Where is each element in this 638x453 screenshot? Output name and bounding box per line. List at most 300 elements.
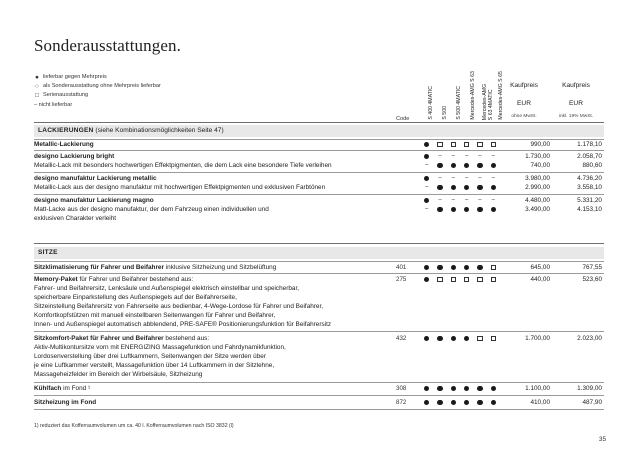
price-value: 4.153,10 (577, 206, 602, 213)
item-name: Sitzkomfort-Paket für Fahrer und Beifahrer (34, 335, 164, 342)
availability-marks (420, 275, 500, 284)
filled-circle-icon (451, 336, 457, 342)
item-detail: Metallic-Lack aus der designo manufaktur mit hochwertigen Effektpigmenten und exklusiven Farbtönen (34, 184, 326, 191)
row-description (34, 196, 394, 223)
availability-line (420, 196, 500, 205)
filled-circle-icon (424, 176, 430, 182)
item-name: designo manufaktur Lackierung metallic (34, 175, 157, 182)
price-value: 1.178,10 (577, 141, 602, 148)
availability-cell (433, 183, 446, 192)
filled-circle-icon (451, 400, 457, 406)
availability-cell (487, 275, 500, 284)
square-icon: □ (35, 92, 39, 100)
availability-cell (460, 398, 473, 407)
filled-circle-icon (437, 400, 443, 406)
availability-cell (433, 205, 446, 214)
table-row (34, 275, 604, 329)
code-column-header: Code (396, 116, 410, 122)
availability-line (420, 398, 500, 407)
price-value: 1.700,00 (525, 335, 550, 342)
filled-circle-icon (491, 207, 497, 213)
square-icon (437, 277, 443, 283)
page-title: Sonderausstattungen. (34, 36, 181, 55)
availability-cell (473, 174, 486, 183)
availability-line (420, 205, 500, 214)
dash-icon: – (438, 153, 442, 159)
section-header-lackierungen: LACKIERUNGEN (siehe Kombinationsmöglichkeiten Seite 47) (34, 125, 604, 137)
filled-circle-icon (424, 198, 430, 204)
item-detail: bestehend aus: (163, 335, 210, 342)
description-line (34, 174, 394, 183)
divider (34, 273, 604, 274)
square-icon (451, 142, 457, 148)
filled-circle-icon (491, 185, 497, 191)
price-value: 410,00 (530, 399, 550, 406)
dash-icon: – (424, 184, 429, 190)
dash-icon: – (424, 162, 429, 168)
availability-cell (487, 263, 500, 272)
description-line (34, 263, 394, 272)
description-line (34, 384, 394, 393)
description-line (34, 284, 394, 293)
model-header: S 400 4MATIC (428, 86, 434, 120)
availability-marks (420, 174, 500, 192)
availability-cell (487, 398, 500, 407)
filled-circle-icon (437, 386, 443, 392)
dash-icon: – (478, 153, 482, 159)
item-detail: Massageheizfelder im Bereich der Wirbelsäule, Sitzheizung (34, 371, 203, 378)
model-header: Mercedes-AMG S 63 (470, 71, 476, 120)
square-icon (491, 265, 497, 271)
description-line (34, 293, 394, 302)
availability-marks (420, 398, 500, 407)
model-header: S 500 (442, 106, 448, 120)
section-header-sitze: SITZE (34, 247, 604, 259)
availability-cell (473, 334, 486, 343)
availability-cell (473, 183, 486, 192)
availability-cell (487, 161, 500, 170)
row-description (34, 263, 394, 272)
availability-marks (420, 384, 500, 393)
item-name: designo Lackierung bright (34, 153, 115, 160)
availability-cell (447, 205, 460, 214)
availability-cell (487, 334, 500, 343)
price-gross (554, 140, 602, 149)
description-line (34, 205, 394, 214)
filled-circle-icon (451, 163, 457, 169)
price-net (502, 174, 550, 192)
filled-circle-icon (424, 336, 430, 342)
price-gross (554, 275, 602, 284)
description-line (34, 196, 394, 205)
price-value: 2.023,00 (577, 335, 602, 342)
column-headers (396, 58, 604, 122)
description-line (34, 343, 394, 352)
row-description (34, 334, 394, 379)
availability-cell (460, 334, 473, 343)
dash-icon: – (478, 175, 482, 181)
item-detail: Fahrer- und Beifahrersitz, Lenksäule und Außenspiegel elektrisch einstellbar und speicherbar, (34, 285, 300, 292)
divider (34, 395, 604, 396)
availability-cell (473, 263, 486, 272)
availability-line (420, 152, 500, 161)
availability-cell (433, 140, 446, 149)
price-value: 3.980,00 (525, 175, 550, 182)
description-line (34, 275, 394, 284)
item-detail: im Fond ¹ (61, 385, 91, 392)
filled-circle-icon (437, 163, 443, 169)
availability-cell (487, 174, 500, 183)
availability-cell (460, 205, 473, 214)
filled-circle-icon (477, 386, 483, 392)
availability-cell (433, 275, 446, 284)
vat-note: inkl. 19% MwSt. (558, 114, 594, 119)
availability-cell (487, 384, 500, 393)
item-detail: inklusive Sitzheizung und Sitzbelüftung (163, 264, 277, 271)
option-code: 275 (396, 276, 407, 283)
divider (34, 150, 604, 151)
price-value: 487,90 (582, 399, 602, 406)
filled-circle-icon (477, 265, 483, 271)
availability-cell (487, 205, 500, 214)
availability-line (420, 161, 500, 170)
row-description (34, 140, 394, 149)
price-net (502, 263, 550, 272)
availability-marks (420, 152, 500, 170)
price-net (502, 398, 550, 407)
row-description (34, 152, 394, 170)
dash-icon: – (438, 197, 442, 203)
availability-cell (420, 384, 433, 393)
description-line (34, 140, 394, 149)
price-value: 3.558,10 (577, 184, 602, 191)
availability-cell (460, 152, 473, 161)
item-detail: exklusiven Charakter verleiht (34, 215, 117, 222)
price-value: 1.100,00 (525, 385, 550, 392)
model-header: Mercedes-AMG S 63 4MATIC (482, 83, 494, 120)
filled-circle-icon (464, 207, 470, 213)
availability-cell (433, 398, 446, 407)
price-value: 645,00 (530, 264, 550, 271)
row-description (34, 384, 394, 393)
divider (34, 194, 604, 195)
filled-circle-icon (437, 185, 443, 191)
item-detail: speicherbare Einparkstellung des Außenspiegels auf der Beifahrerseite, (34, 294, 237, 301)
item-name: Metallic-Lackierung (34, 141, 94, 148)
divider (34, 122, 604, 123)
item-name: Sitzheizung im Fond (34, 399, 97, 406)
price-gross (554, 174, 602, 192)
table-row (34, 140, 604, 149)
divider (34, 172, 604, 173)
item-detail: Aktiv-Multikontursitze vorn mit ENERGIZING Massagefunktion und Fahrdynamikfunktion, (34, 344, 286, 351)
description-line (34, 334, 394, 343)
square-icon (464, 277, 470, 283)
availability-cell (420, 140, 433, 149)
vat-note: ohne MwSt. (511, 114, 537, 119)
description-line (34, 361, 394, 370)
open-circle-icon: ○ (35, 83, 39, 91)
availability-cell (473, 398, 486, 407)
price-value: 1.309,00 (577, 385, 602, 392)
availability-cell (473, 275, 486, 284)
availability-cell (473, 140, 486, 149)
description-line (34, 302, 394, 311)
availability-cell (473, 152, 486, 161)
availability-marks (420, 140, 500, 149)
divider (34, 331, 604, 332)
availability-cell (473, 205, 486, 214)
price-net (502, 275, 550, 284)
availability-cell (460, 174, 473, 183)
filled-circle-icon (477, 400, 483, 406)
item-detail: Komfortkopfstützen mit manuell einstellbaren Seitenwangen für Fahrer und Beifahrer, (34, 312, 276, 319)
availability-marks (420, 263, 500, 272)
availability-cell (433, 161, 446, 170)
availability-cell (420, 174, 433, 183)
square-icon (451, 277, 457, 283)
description-line (34, 352, 394, 361)
description-line (34, 311, 394, 320)
availability-cell (460, 263, 473, 272)
availability-line (420, 263, 500, 272)
availability-cell (447, 196, 460, 205)
dash-icon: – (438, 175, 442, 181)
availability-cell (460, 140, 473, 149)
price-gross (554, 196, 602, 214)
availability-cell (420, 196, 433, 205)
price-gross (554, 398, 602, 407)
row-description (34, 275, 394, 329)
dash-icon: – (464, 153, 469, 159)
filled-circle-icon (451, 386, 457, 392)
legend-item: – nicht lieferbar (34, 101, 73, 108)
price-value: 5.331,20 (577, 197, 602, 204)
price-value: 523,60 (582, 276, 602, 283)
legend-item: ● lieferbar gegen Mehrpreis (35, 74, 107, 81)
availability-cell (433, 174, 446, 183)
availability-cell (420, 152, 433, 161)
row-description (34, 398, 394, 407)
table-row (34, 174, 604, 192)
currency-header: EUR (517, 100, 531, 107)
table-row (34, 384, 604, 393)
price-net (502, 196, 550, 214)
price-value: 2.990,00 (525, 184, 550, 191)
filled-circle-icon (437, 265, 443, 271)
price-value: 2.058,70 (577, 153, 602, 160)
item-name: Memory-Paket (34, 276, 78, 283)
dash-icon: – (451, 197, 455, 203)
price-net (502, 384, 550, 393)
table-row (34, 196, 604, 223)
square-icon (477, 142, 483, 148)
filled-circle-icon (451, 265, 457, 271)
price-value: 1.730,00 (525, 153, 550, 160)
square-icon (491, 277, 497, 283)
description-line (34, 398, 394, 407)
dash-icon: – (491, 197, 495, 203)
availability-cell (447, 183, 460, 192)
description-line (34, 320, 394, 329)
price-value: 4.480,00 (525, 197, 550, 204)
price-value: 880,60 (582, 162, 602, 169)
kaufpreis-header: Kaufpreis (562, 82, 590, 89)
availability-cell (420, 161, 433, 170)
item-detail: Innen- und Außenspiegel automatisch abblendend, PRE-SAFE® Positionierungsfunktion für Beifahrersitz (34, 321, 332, 328)
filled-circle-icon (464, 336, 470, 342)
footnote: 1) reduziert das Kofferraumvolumen um ca. 40 l. Kofferraumvolumen nach ISO 3832 (l) (34, 423, 234, 429)
availability-cell (473, 384, 486, 393)
availability-cell (433, 263, 446, 272)
square-icon (464, 142, 470, 148)
divider (34, 382, 604, 383)
availability-cell (447, 275, 460, 284)
availability-cell (487, 152, 500, 161)
price-gross (554, 263, 602, 272)
availability-cell (447, 174, 460, 183)
dash-icon: – (464, 197, 469, 203)
availability-cell (487, 140, 500, 149)
availability-cell (447, 152, 460, 161)
filled-circle-icon (491, 163, 497, 169)
item-detail: Matt-Lacke aus der designo manufaktur, der dem Fahrzeug einen individuellen und (34, 206, 269, 213)
filled-circle-icon (477, 185, 483, 191)
availability-cell (420, 275, 433, 284)
table-row (34, 334, 604, 379)
divider (34, 261, 604, 262)
availability-cell (420, 183, 433, 192)
dash-icon: – (478, 197, 482, 203)
description-line (34, 161, 394, 170)
dash-icon: – (451, 153, 455, 159)
dash-icon: – (424, 206, 429, 212)
square-icon (437, 142, 443, 148)
availability-cell (447, 161, 460, 170)
availability-cell (420, 205, 433, 214)
price-value: 990,00 (530, 141, 550, 148)
model-header: S 500 4MATIC (456, 86, 462, 120)
table-row (34, 263, 604, 272)
filled-circle-icon (424, 400, 430, 406)
availability-cell (473, 161, 486, 170)
item-detail: Sitzeinstellung Beifahrersitz von Fahrerseite aus bedienbar, 4-Wege-Lordose für Fahrer und Beifahrer, (34, 303, 324, 310)
model-header: Mercedes-AMG S 65 (498, 71, 504, 120)
square-icon (491, 336, 497, 342)
price-value: 767,55 (582, 264, 602, 271)
availability-line (420, 334, 500, 343)
currency-header: EUR (569, 100, 583, 107)
availability-marks (420, 334, 500, 343)
option-code: 432 (396, 335, 407, 342)
item-name: Kühlfach (34, 385, 62, 392)
price-net (502, 334, 550, 343)
filled-circle-icon (464, 163, 470, 169)
legend-item: □ Serienausstattung (35, 92, 89, 100)
item-name: designo manufaktur Lackierung magno (34, 197, 154, 204)
price-net (502, 140, 550, 149)
description-line (34, 152, 394, 161)
availability-cell (420, 334, 433, 343)
price-value: 740,00 (530, 162, 550, 169)
availability-cell (487, 196, 500, 205)
filled-circle-icon (424, 265, 430, 271)
filled-circle-icon (424, 142, 430, 148)
square-icon (491, 142, 497, 148)
filled-circle-icon (491, 386, 497, 392)
availability-cell (433, 196, 446, 205)
dash-icon: – (451, 175, 455, 181)
kaufpreis-header: Kaufpreis (510, 82, 538, 89)
dash-icon: – (491, 153, 495, 159)
item-detail: Metallic-Lack mit besonders hochwertigen Effektpigmenten, die dem Lack eine besondere Tiefe verleihen (34, 162, 332, 169)
availability-cell (447, 384, 460, 393)
filled-circle-icon (477, 207, 483, 213)
filled-circle-icon (464, 386, 470, 392)
square-icon (477, 336, 483, 342)
availability-cell (460, 183, 473, 192)
description-line (34, 214, 394, 223)
price-gross (554, 384, 602, 393)
filled-circle-icon (464, 185, 470, 191)
availability-cell (447, 398, 460, 407)
availability-cell (447, 140, 460, 149)
availability-cell (447, 263, 460, 272)
availability-cell (460, 275, 473, 284)
availability-cell (433, 152, 446, 161)
filled-circle-icon: ● (35, 74, 39, 81)
table-row (34, 398, 604, 407)
filled-circle-icon (451, 185, 457, 191)
legend-item: ○ als Sonderausstattung ohne Mehrpreis lieferbar (35, 83, 161, 91)
filled-circle-icon (437, 207, 443, 213)
price-value: 4.736,20 (577, 175, 602, 182)
availability-line (420, 140, 500, 149)
filled-circle-icon (491, 400, 497, 406)
option-code: 308 (396, 385, 407, 392)
description-line (34, 370, 394, 379)
item-detail: für Fahrer und Beifahrer bestehend aus: (77, 276, 194, 283)
description-line (34, 183, 394, 192)
price-value: 440,00 (530, 276, 550, 283)
filled-circle-icon (424, 154, 430, 160)
square-icon (477, 277, 483, 283)
table-row (34, 152, 604, 170)
price-value: 3.490,00 (525, 206, 550, 213)
availability-cell (460, 196, 473, 205)
item-detail: je eine Luftkammer verstellt, Massagefunktion über 14 Luftkammern in der Sitzlehne, (34, 362, 275, 369)
filled-circle-icon (464, 400, 470, 406)
availability-cell (460, 161, 473, 170)
filled-circle-icon (437, 336, 443, 342)
filled-circle-icon (424, 277, 430, 283)
availability-cell (487, 183, 500, 192)
availability-line (420, 183, 500, 192)
dash-icon: – (491, 175, 495, 181)
price-gross (554, 152, 602, 170)
availability-cell (447, 334, 460, 343)
divider (34, 243, 604, 244)
availability-cell (420, 398, 433, 407)
dash-icon: – (464, 175, 469, 181)
legend (34, 73, 161, 110)
availability-line (420, 275, 500, 284)
option-code: 872 (396, 399, 407, 406)
filled-circle-icon (424, 386, 430, 392)
filled-circle-icon (477, 163, 483, 169)
item-detail: Lordosenverstellung über drei Luftkammern, Seitenwangen der Sitze werden über (34, 353, 266, 360)
availability-marks (420, 196, 500, 214)
